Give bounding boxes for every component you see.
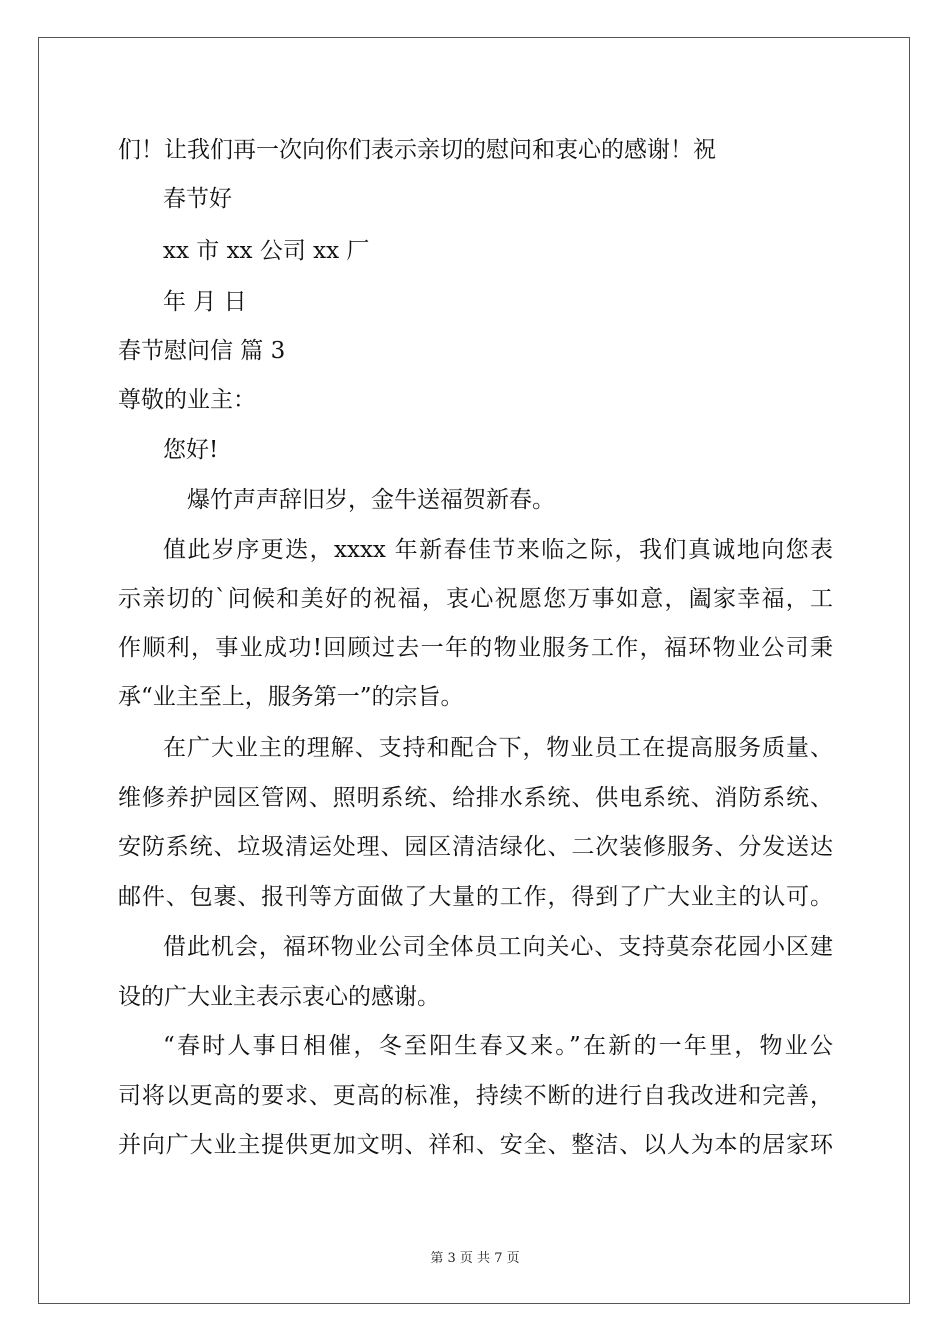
- text-line: 春节好: [163, 186, 232, 212]
- text-line: 邮件、包裹、报刊等方面做了大量的工作，得到了广大业主的认可。: [118, 884, 833, 910]
- text-line: 并向广大业主提供更加文明、祥和、安全、整洁、以人为本的居家环: [118, 1132, 833, 1158]
- text-line: 借此机会，福环物业公司全体员工向关心、支持莫奈花园小区建: [163, 934, 833, 960]
- text-line: 示亲切的`问候和美好的祝福，衷心祝愿您万事如意，阖家幸福，工: [118, 586, 833, 612]
- page-border: [38, 37, 910, 1304]
- greeting: 您好!: [163, 437, 219, 463]
- text-line: 爆竹声声辞旧岁，金牛送福贺新春。: [187, 487, 555, 513]
- page-number: 第 3 页 共 7 页: [430, 1251, 520, 1266]
- text-line: 们！让我们再一次向你们表示亲切的慰问和衷心的感谢！祝: [118, 137, 716, 163]
- text-line: 年 月 日: [163, 289, 247, 315]
- text-line: 维修养护园区管网、照明系统、给排水系统、供电系统、消防系统、: [118, 785, 833, 811]
- text-line: 作顺利，事业成功!回顾过去一年的物业服务工作，福环物业公司秉: [118, 635, 833, 661]
- salutation: 尊敬的业主：: [118, 387, 256, 413]
- text-line: xx 市 xx 公司 xx 厂: [163, 238, 370, 264]
- text-line: 司将以更高的要求、更高的标准，持续不断的进行自我改进和完善，: [118, 1083, 833, 1109]
- text-line: 值此岁序更迭，xxxx 年新春佳节来临之际，我们真诚地向您表: [163, 537, 833, 563]
- text-line: 安防系统、垃圾清运处理、园区清洁绿化、二次装修服务、分发送达: [118, 834, 833, 860]
- text-line: 承“业主至上，服务第一”的宗旨。: [118, 684, 464, 710]
- text-line: 设的广大业主表示衷心的感谢。: [118, 984, 440, 1010]
- text-line: 在广大业主的理解、支持和配合下，物业员工在提高服务质量、: [163, 735, 833, 761]
- text-line: “春时人事日相催，冬至阳生春又来。”在新的一年里，物业公: [163, 1033, 833, 1059]
- section-heading: 春节慰问信 篇 3: [118, 338, 286, 364]
